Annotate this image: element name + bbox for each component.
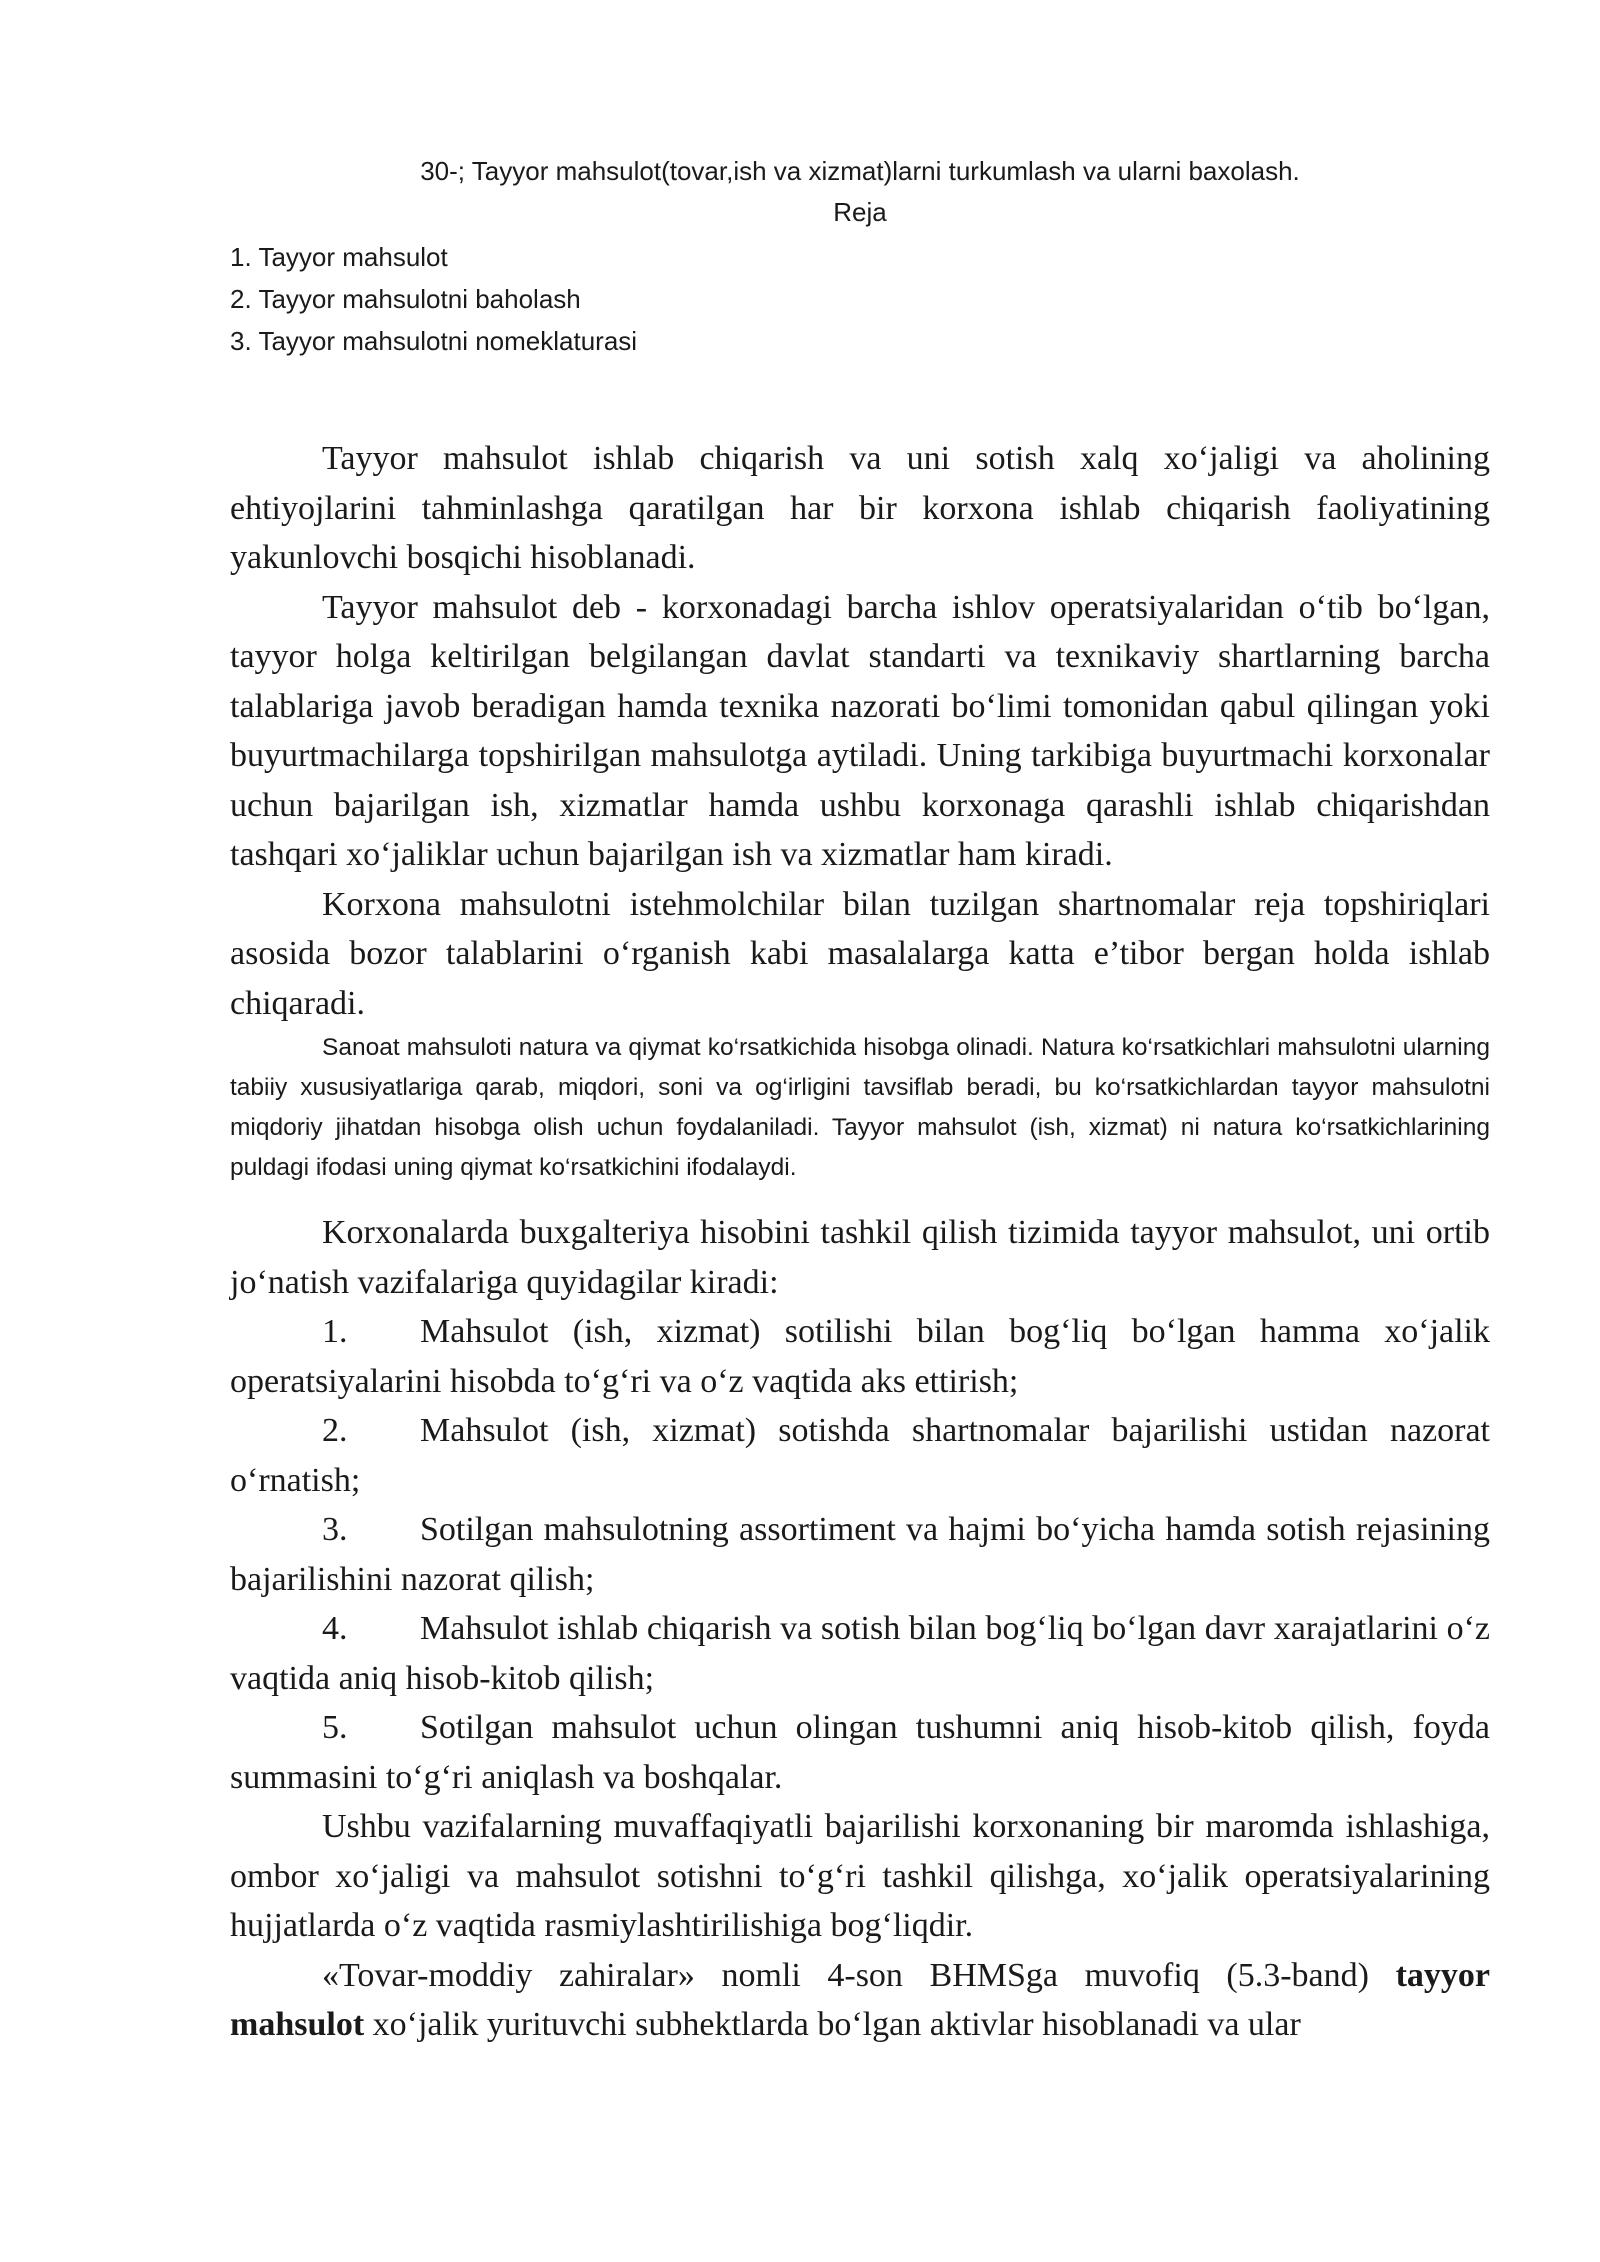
plan-item: 3. Tayyor mahsulotni nomeklaturasi xyxy=(230,326,638,356)
plan-list xyxy=(230,236,637,362)
task-text: Sotilgan mahsulot uchun olingan tushumni aniq hisob-kitob qilish, foyda summasini to‘g‘ri aniqlash va boshqalar. xyxy=(230,1709,1490,1796)
small-paragraph: Sanoat mahsuloti natura va qiymat ko‘rsatkichida hisobga olinadi. Natura ko‘rsatkichlari mahsulotni ularning tabiiy xususiyatlariga qarab, miqdori, soni va og‘irligini tavsiflab beradi, bu ko‘rsatkichlardan tayyor mahsulotni miqdoriy jihatdan hisobga olish uchun foydalaniladi. Tayyor mahsulot (ish, xizmat) ni natura ko‘rsatkichlarining puldagi ifodasi uning qiymat ko‘rsatkichini ifodalaydi. xyxy=(230,1034,1490,1181)
paragraph: Tayyor mahsulot deb - korxonadagi barcha ishlov operatsiyalaridan o‘tib bo‘lgan, tayyor holga keltirilgan belgilangan davlat standarti va texnikaviy shartlarning barcha talablariga javob beradigan hamda texnika nazorati bo‘limi tomonidan qabul qilingan yoki buyurtmachilarga topshirilgan mahsulotga aytiladi. Uning tarkibiga buyurtmachi korxonalar uchun bajarilgan ish, xizmatlar hamda ushbu korxonaga qarashli ishlab chiqarishdan tashqari xo‘jaliklar uchun bajarilgan ish va xizmatlar ham kiradi. xyxy=(230,588,1490,873)
bold-term: tayyor mahsulot xyxy=(230,1956,1490,2043)
task-text: Mahsulot (ish, xizmat) sotishda shartnomalar bajarilishi ustidan nazorat o‘rnatish; xyxy=(230,1412,1490,1499)
paragraph: Korxona mahsulotni istehmolchilar bilan tuzilgan shartnomalar reja topshiriqlari asosida bozor talablarini o‘rganish kabi masalalarga katta e’tibor bergan holda ishlab chiqaradi. xyxy=(230,885,1490,1022)
plan-item: 2. Tayyor mahsulotni baholash xyxy=(230,284,581,314)
task-number: 5. xyxy=(322,1709,348,1746)
task-number: 1. xyxy=(322,1313,348,1350)
task-text: Sotilgan mahsulotning assortiment va hajmi bo‘yicha hamda sotish rejasining bajarilishini nazorat qilish; xyxy=(230,1511,1490,1598)
document-body xyxy=(230,434,1490,2050)
task-item xyxy=(230,1307,1490,1406)
task-text: Mahsulot ishlab chiqarish va sotish bilan bog‘liq bo‘lgan davr xarajatlarini o‘z vaqtida aniq hisob-kitob qilish; xyxy=(230,1610,1490,1697)
plan-item: 1. Tayyor mahsulot xyxy=(230,242,448,272)
task-item xyxy=(230,1703,1490,1802)
task-item xyxy=(230,1604,1490,1703)
plan-heading: Reja xyxy=(833,197,887,227)
last-paragraph-end: xo‘jalik yurituvchi subhektlarda bo‘lgan aktivlar hisoblanadi va ular xyxy=(364,2006,1301,2043)
document-title: 30-; Tayyor mahsulot(tovar,ish va xizmat)larni turkumlash va ularni baxolash. xyxy=(420,156,1300,186)
task-item xyxy=(230,1406,1490,1505)
paragraph: Tayyor mahsulot ishlab chiqarish va uni sotish xalq xo‘jaligi va aholining ehtiyojlarini tahminlashga qaratilgan har bir korxona ishlab chiqarish faoliyatining yakunlovchi bosqichi hisoblanadi. xyxy=(230,440,1490,576)
task-item xyxy=(230,1505,1490,1604)
last-paragraph-start: «Tovar-moddiy zahiralar» nomli 4-son BHMSga muvofiq (5.3-band) xyxy=(322,1956,1396,1994)
task-text: Mahsulot (ish, xizmat) sotilishi bilan bog‘liq bo‘lgan hamma xo‘jalik operatsiyalarini hisobda to‘g‘ri va o‘z vaqtida aks ettirish; xyxy=(230,1313,1490,1400)
task-number: 2. xyxy=(322,1412,348,1449)
last-paragraph xyxy=(230,1951,1490,2050)
task-number: 4. xyxy=(322,1610,348,1647)
task-number: 3. xyxy=(322,1511,348,1548)
closing-paragraph: Ushbu vazifalarning muvaffaqiyatli bajarilishi korxonaning bir maromda ishlashiga, ombor xo‘jaligi va mahsulot sotishni to‘g‘ri tashkil qilishga, xo‘jalik operatsiyalarining hujjatlarda o‘z vaqtida rasmiylashtirilishiga bog‘liqdir. xyxy=(230,1808,1490,1944)
tasks-intro: Korxonalarda buxgalteriya hisobini tashkil qilish tizimida tayyor mahsulot, uni ortib jo‘natish vazifalariga quyidagilar kiradi: xyxy=(230,1214,1490,1301)
